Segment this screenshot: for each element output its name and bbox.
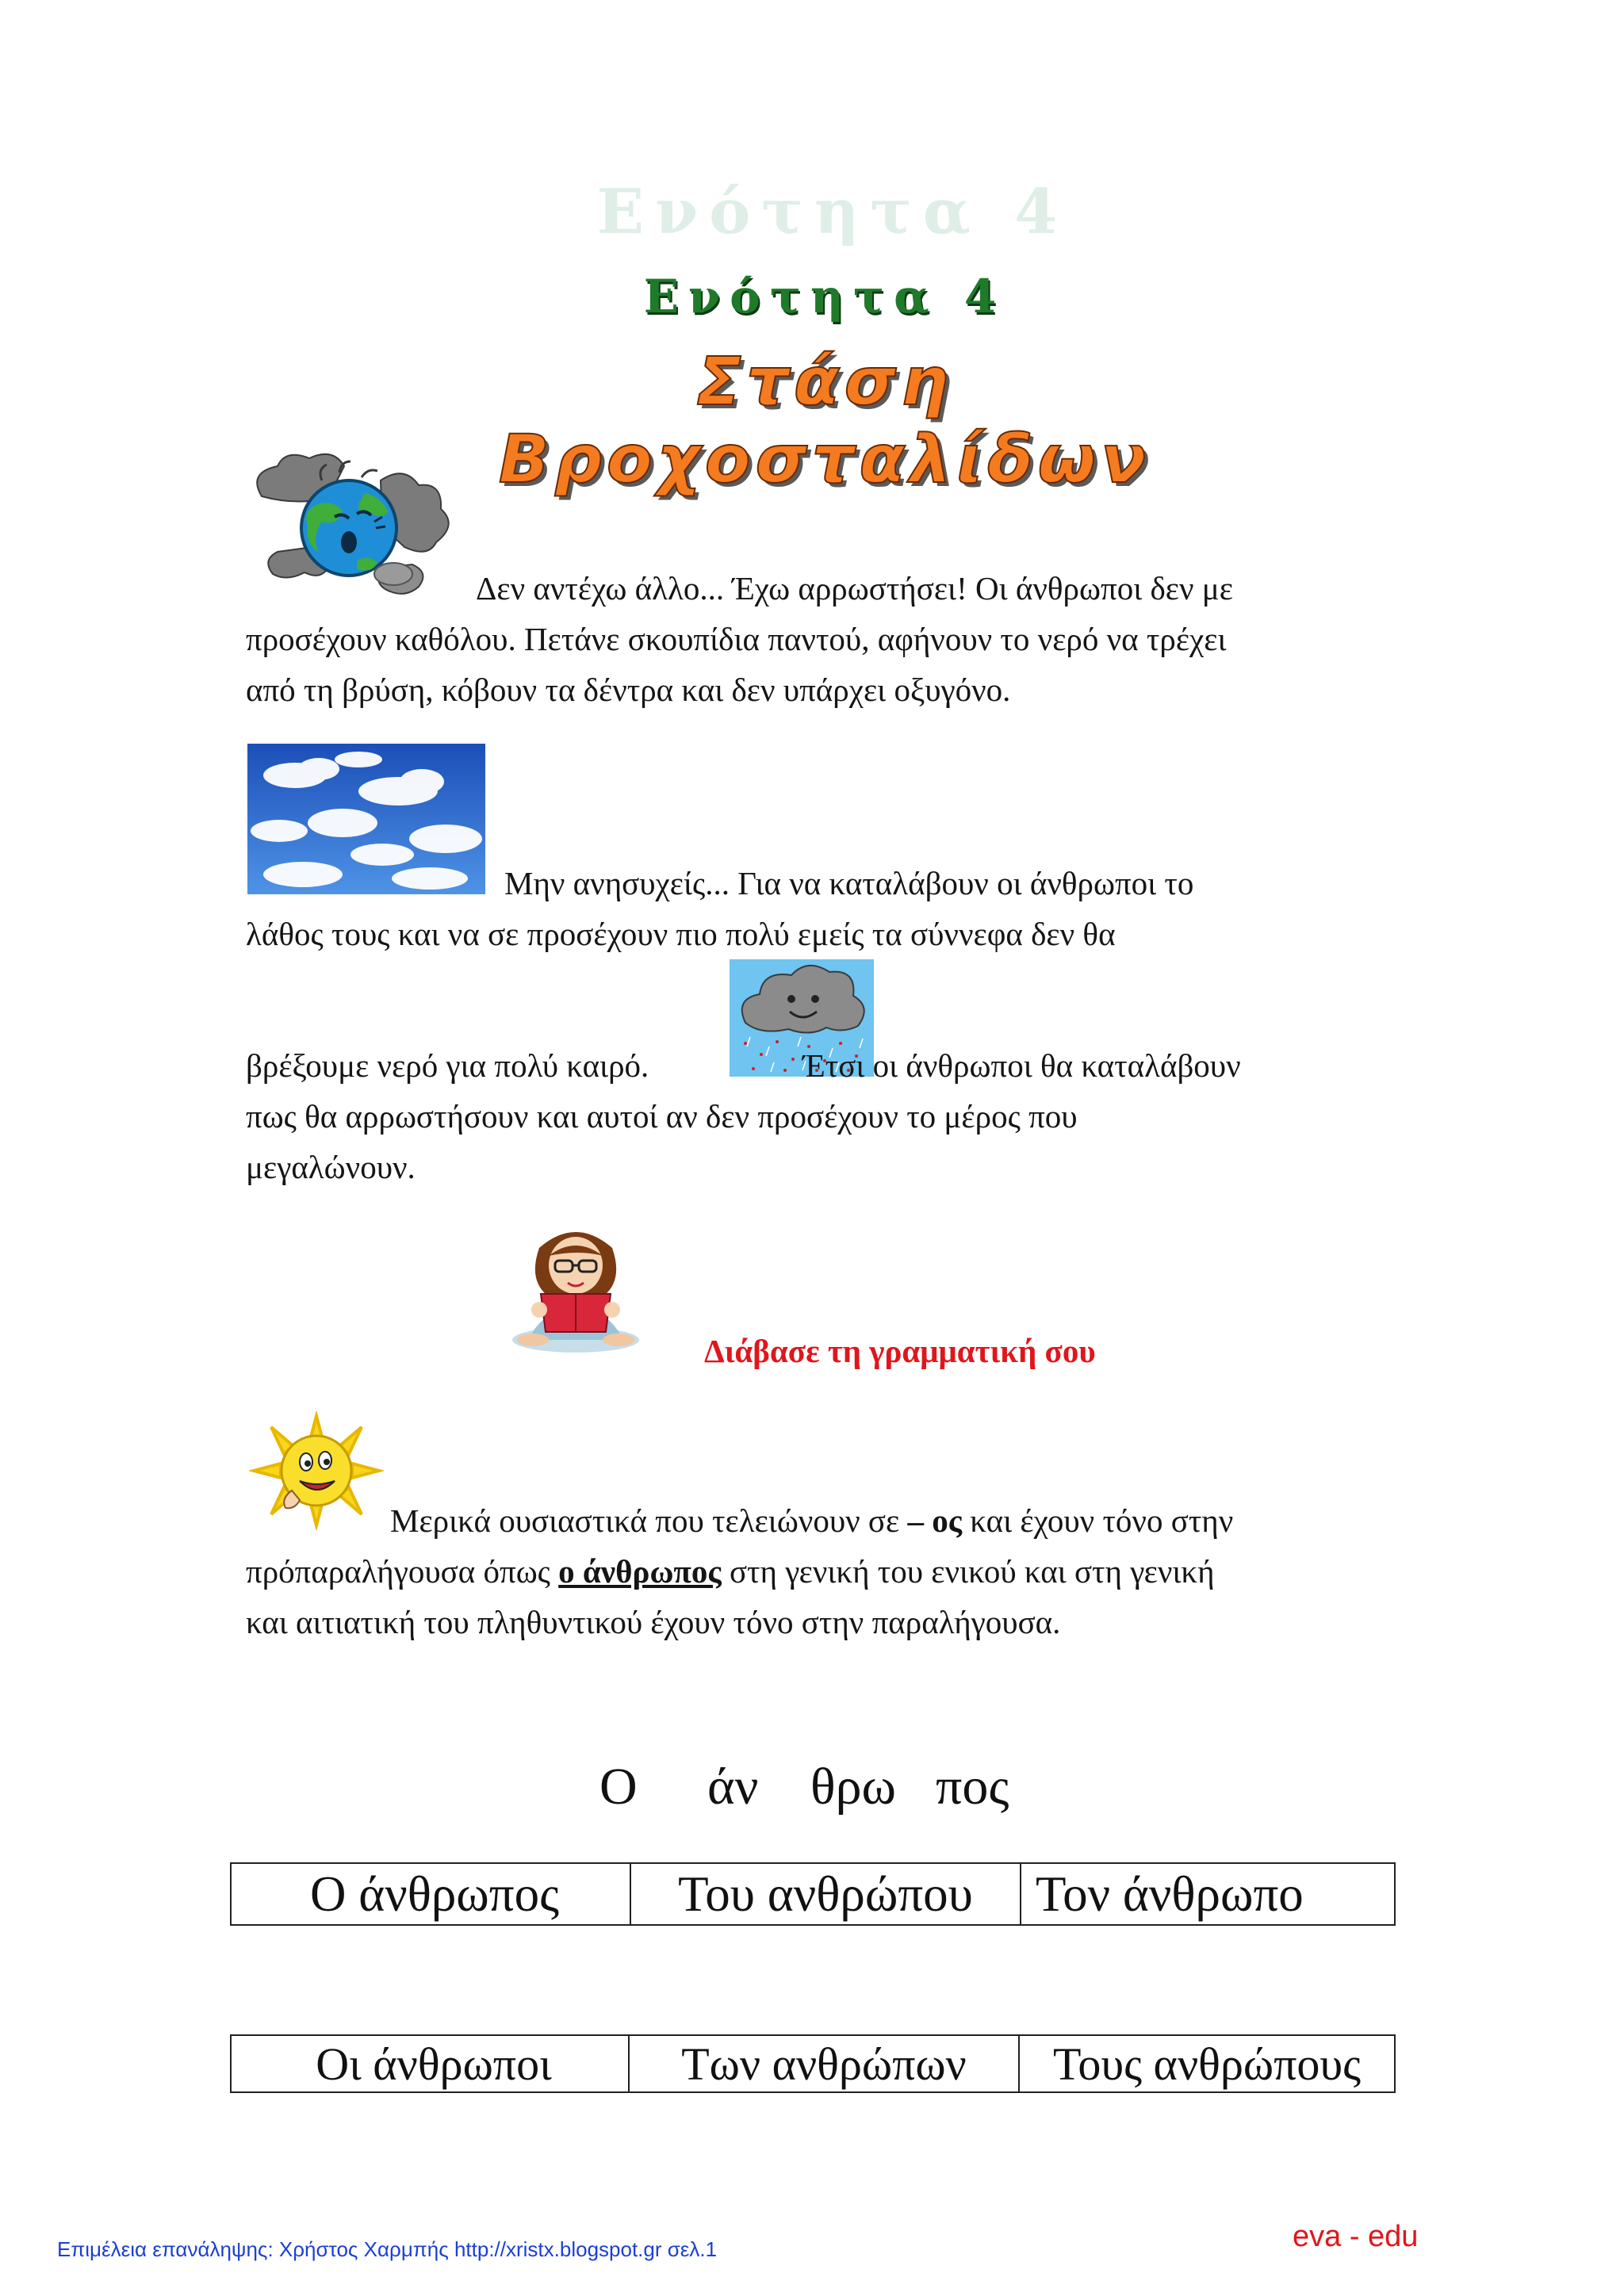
earth-paragraph-line-3: από τη βρύση, κόβουν τα δέντρα και δεν υπάρχει οξυγόνο. xyxy=(246,672,1011,708)
cloud-paragraph-continued xyxy=(246,1040,1435,1192)
grammar-example-word: ο άνθρωπος xyxy=(558,1553,722,1590)
grammar-paragraph xyxy=(246,1495,1435,1647)
grammar-line-3: και αιτιατική του πληθυντικού έχουν τόνο στην παραλήγουσα. xyxy=(246,1604,1061,1640)
cloud-paragraph-line-5: μεγαλώνουν. xyxy=(246,1149,416,1185)
table-cell: Τον άνθρωπο xyxy=(1021,1863,1395,1925)
grammar-line-2-end: στη γενική του ενικού και στη γενική xyxy=(721,1553,1215,1590)
syllable-2: άν xyxy=(707,1758,759,1816)
grammar-line-1-text: Μερικά ουσιαστικά που τελειώνουν σε xyxy=(390,1502,908,1539)
syllable-4: πος xyxy=(936,1758,1009,1816)
grammar-line-2-text: πρόπαραλήγουσα όπως xyxy=(246,1553,559,1590)
cloud-paragraph-line-1: Μην ανησυχείς... Για να καταλάβουν οι άνθρωποι το xyxy=(504,865,1194,901)
cloud-paragraph-line-4: πως θα αρρωστήσουν και αυτοί αν δεν προσέχουν το μέρος που xyxy=(246,1098,1078,1135)
table-cell: Των ανθρώπων xyxy=(629,2035,1019,2092)
reading-girl-illustration xyxy=(504,1221,647,1357)
plural-declension-table xyxy=(230,2034,1396,2093)
cloud-paragraph-line-2: λάθος τους και να σε προσέχουν πιο πολύ εμείς τα σύννεφα δεν θα xyxy=(246,916,1116,952)
table-cell: Οι άνθρωποι xyxy=(231,2035,629,2092)
page-title: Στάση Βροχοσταλίδων xyxy=(498,342,1151,498)
unit-title: Ενότητα 4 xyxy=(643,270,1006,323)
table-row xyxy=(231,2035,1395,2092)
footer-credit: Επιμέλεια επανάληψης: Χρήστος Χαρμπής http://xristx.blogspot.gr σελ.1 xyxy=(57,2237,718,2261)
syllable-3: θρω xyxy=(810,1758,896,1816)
cloud-paragraph-line-3a: βρέξουμε νερό για πολύ καιρό. xyxy=(246,1047,649,1084)
table-cell: Του ανθρώπου xyxy=(630,1863,1021,1925)
table-cell: Τους ανθρώπους xyxy=(1019,2035,1395,2092)
cloud-paragraph-line-3b: Έτσι οι άνθρωποι θα καταλάβουν xyxy=(802,1047,1241,1084)
earth-paragraph-line-1: Δεν αντέχω άλλο... Έχω αρρωστήσει! Οι άνθρωποι δεν με xyxy=(476,570,1233,607)
earth-paragraph-line-2: προσέχουν καθόλου. Πετάνε σκουπίδια παντού, αφήνουν το νερό να τρέχει xyxy=(246,621,1227,657)
earth-paragraph xyxy=(246,563,1435,715)
table-row xyxy=(231,1863,1395,1925)
grammar-line-1-end: και έχουν τόνο στην xyxy=(962,1502,1234,1539)
singular-declension-table xyxy=(230,1862,1396,1926)
footer-brand: eva - edu xyxy=(1293,2220,1419,2253)
table-cell: Ο άνθρωπος xyxy=(231,1863,630,1925)
syllable-breakdown xyxy=(599,1757,1009,1817)
read-grammar-heading: Διάβασε τη γραμματική σου xyxy=(704,1333,1096,1369)
watermark-title: Ενότητα 4 xyxy=(596,176,1069,248)
syllable-1: Ο xyxy=(599,1758,638,1816)
grammar-suffix-os: – ος xyxy=(907,1502,963,1539)
cloud-paragraph xyxy=(246,858,1435,959)
